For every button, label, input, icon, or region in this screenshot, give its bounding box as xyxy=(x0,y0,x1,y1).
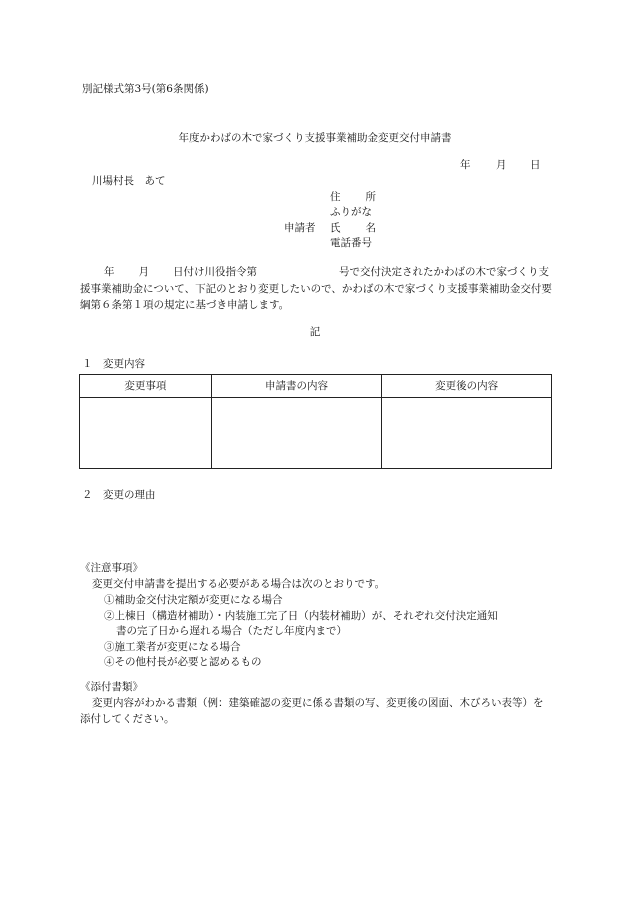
notes-heading: 《注意事項》 xyxy=(80,562,143,574)
body-year: 年 xyxy=(104,266,115,278)
changes-table xyxy=(79,374,552,469)
section-1-heading: １ 変更内容 xyxy=(82,358,145,370)
addressee: 川場村長 あて xyxy=(92,175,166,187)
phone-label: 電話番号 xyxy=(330,237,372,249)
table-header-item: 変更事項 xyxy=(80,375,212,398)
note-item-1: ①補助金交付決定額が変更になる場合 xyxy=(104,594,283,606)
form-number: 別記様式第3号(第6条関係) xyxy=(82,83,209,95)
furigana-label: ふりがな xyxy=(330,206,372,218)
table-header-original: 申請書の内容 xyxy=(211,375,382,398)
body-month: 月 xyxy=(138,266,149,278)
notes-lead: 変更交付申請書を提出する必要がある場合は次のとおりです。 xyxy=(92,578,386,590)
name-label: 氏名 xyxy=(330,222,376,234)
date-year: 年 xyxy=(460,159,471,171)
table-header-revised: 変更後の内容 xyxy=(382,375,552,398)
section-2-heading: ２ 変更の理由 xyxy=(82,489,156,501)
table-cell-item[interactable] xyxy=(80,398,212,469)
attachments-text: 変更内容がわかる書類（例：建築確認の変更に係る書類の写、変更後の図面、木びろい表等）を添付してください。 xyxy=(80,697,544,725)
address-label: 住所 xyxy=(330,191,376,203)
ki-heading: 記 xyxy=(309,326,321,338)
note-item-4: ④その他村長が必要と認めるもの xyxy=(104,656,262,668)
note-item-2: ②上棟日（構造材補助）・内装施工完了日（内装材補助）が、それぞれ交付決定通知 xyxy=(104,610,498,622)
table-header-row xyxy=(80,375,552,398)
table-cell-revised[interactable] xyxy=(382,398,552,469)
document-title: 年度かわばの木で家づくり支援事業補助金変更交付申請書 xyxy=(178,132,452,144)
note-item-3: ③施工業者が変更になる場合 xyxy=(104,641,241,653)
date-day: 日 xyxy=(530,159,541,171)
date-month: 月 xyxy=(496,159,507,171)
body-part1: 日付け川役指令第 xyxy=(173,266,257,278)
body-part2: 号で交付決定されたかわばの木で家づくり支援事業補助金について、下記のとおり変更したいので、かわばの木で家づくり支援事業補助金交付要綱第６条第１項の規定に基づき申請します。 xyxy=(80,266,552,311)
note-item-2-continued: 書の完了日から遅れる場合（ただし年度内まで） xyxy=(116,625,347,637)
table-row xyxy=(80,398,552,469)
table-cell-original[interactable] xyxy=(211,398,382,469)
applicant-label: 申請者 xyxy=(284,222,316,234)
application-statement xyxy=(80,264,552,314)
attachments-heading: 《添付書類》 xyxy=(80,681,143,693)
